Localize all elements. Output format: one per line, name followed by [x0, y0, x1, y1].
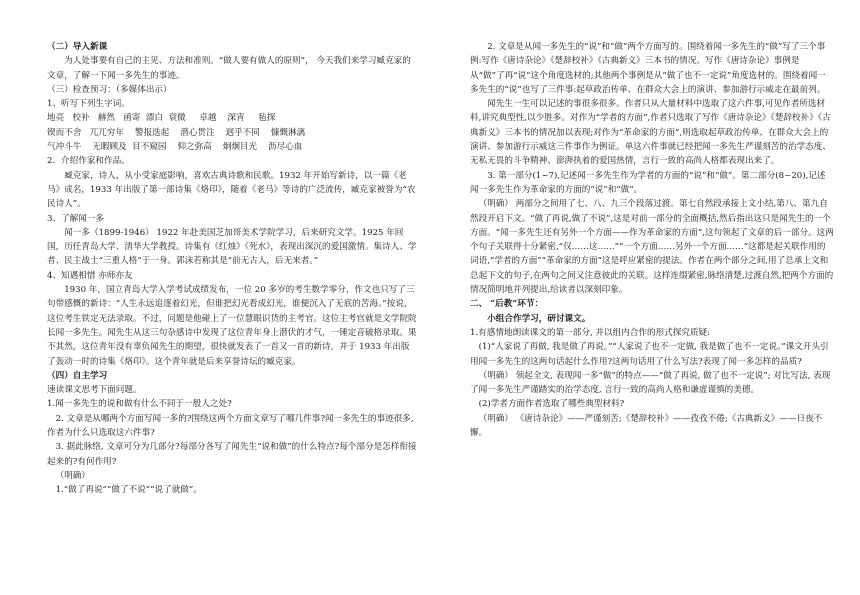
preview-item-1: 1、听写下列生字词。 [47, 99, 130, 110]
answer-1: 1.“做了再说”“做了不说”“说了就做”。 [55, 485, 202, 496]
left-column [47, 40, 418, 498]
vocab-line-1: 地亮 校补 赫然 函寄 漂白 衰微 卓越 深宵 毡探 [47, 113, 276, 124]
section-import-title: （二）导入新课 [47, 42, 108, 52]
task-1-question-1: (1)“人家说了再做, 我是做了再说。”“人家说了也不一定做, 我是做了也不一定说。”课文开头引用闻一多先生的这两句话起什么作用?这两句话用了什么写法?表现了闻一多怎样的品质? [470, 342, 829, 367]
preview-item-4: 4、知遇相惜 亦师亦友 [47, 270, 133, 281]
task-1-answer-1: （明确） 领起全文, 表现闻一多“做”的特点——“做了再说, 做了也不一定说”; 对比写法, 表现了闻一多先生严谨踏实的治学态度, 言行一致的高尚人格和谦虚谨慎的美德。 [470, 370, 831, 396]
right-column [470, 40, 834, 440]
answer-3-paragraph-2: （明确） 两部分之间用了七、八、九三个段落过渡。第七自然段承接上文小结,第八、第九自然段开启下文。“做了再说,做了不说”,这是对前一部分的全面概括,然后指出这只是闻先生的一个方面。“闻一多先生还有另外一个方面——作为革命家的方面”,这句领起了文章的后一部分。这两个句子关联得十分紧密,“仅……这……”“一个方面……另外一个方面……”这都是起关联作用的词语,“学者的方面”“革命家的方面”这是呼应紧密的提法。作者在两个部分之间,用了总承上文和总起下文的句子,在两句之间又注意彼此的关联。这样连缀紧密,脉络清楚,过渡自然,把两个方面的情况简明地并列提出,给读者以深刻印象。 [470, 199, 834, 296]
question-3: 3. 据此脉络, 文章可分为几部分?每部分各写了闻先生“说和做”的什么特点?每个部分是怎样衔接起来的?有何作用? [47, 442, 417, 467]
task-1-question-2: (2)学者方面作者选取了哪些典型材料? [478, 399, 625, 410]
vocab-line-3: 气冲斗牛 无暇顾及 目不窥园 仰之弥高 炯炯目光 沥尽心血 [47, 142, 303, 153]
section-import-body: 为人处事要有自己的主见、方法和准则。“做人要有做人的原则”， 今天我们来学习臧克家的文章，了解一下闻一多先生的事迹。 [47, 56, 411, 81]
answer-label: （明确） [55, 470, 90, 481]
answer-3-paragraph-1: 3. 第一部分(1~7),记述闻一多先生作为学者的方面的“说”和“做”。第二部分(8~20),记述闻一多先生作为革命家的方面的“说”和“做”。 [470, 170, 826, 195]
answer-2-paragraph-1: 2. 文章是从闻一多先生的“说”和“做”两个方面写的。围绕着闻一多先生的“做”写了三个事例:写作《唐诗杂论》《楚辞校补》《古典新义》三本书的情况。写作《唐诗杂论》事例是从“做”了再“说”这个角度选材的;其他两个事例是从“做了也不一定说”角度选材的。围绕着闻一多先生的“说”也写了三件事:起草政治传单、在群众大会上的演讲、参加游行示威走在最前列。 [470, 42, 826, 95]
task-1-answer-2: （明确） 《唐诗杂论》——严谨刻苦;《楚辞校补》——孜孜不倦;《古典新义》——日夜不懈。 [470, 413, 823, 439]
section-post-teach-subtitle: 小组合作学习，研讨课文。 [487, 313, 591, 324]
answer-2-paragraph-2: 闻先生一生可以记述的事很多很多。作者只从大量材料中选取了这六件事,可见作者所选材料,讲究典型性,以少胜多。对作为“学者的方面”,作者只选取了写作《唐诗杂论》《楚辞校补》《古典新义》三本书的情况加以表现;对作为“革命家的方面”,则选取起草政治传单、在群众大会上的演讲、参加游行示威这三件事作为例证。单这六件事就已经把闻一多先生严谨刻苦的治学态度、无私无畏的斗争精神、澎湃执着的爱国热情，言行一致的高尚人格都表现出来了。 [470, 99, 831, 167]
story-paragraph: 1930 年，国立青岛大学入学考试成绩发布，一位 20 多岁的考生数学零分，作文也只写了三句带感慨的新诗：“人生永远追逐着幻光，但谁把幻光看成幻光，谁便沉入了无底的苦海。”按说，这位考生铁定无法录取。不过，问题是他碰上了一位慧眼识货的主考官。这位主考官就是文学院院长闻一多先生。闻先生从这三句杂感诗中发现了这位青年身上潜伏的才气，一锤定音破格录取。果不其然，这位青年没有辜负闻先生的期望，很快就发表了一首又一首的新诗，并于 1933 年出版了轰动一时的诗集《烙印》。这个青年就是后来享誉诗坛的臧克家。 [47, 285, 417, 367]
question-1: 1.闻一多先生的说和做有什么不同于一般人之处? [47, 399, 232, 410]
preview-item-2: 2．介绍作家和作品。 [47, 156, 130, 167]
vocab-line-2: 锲而不舍 兀兀穷年 警报迭起 潜心贯注 迥乎不同 慷慨淋漓 [47, 127, 306, 138]
question-2: 2. 文章是从哪两个方面写闻一多的?围绕这两个方面文章写了哪几件事?闻一多先生的事迹很多, 作者为什么只选取这六件事? [47, 413, 414, 439]
selfstudy-intro: 速读课文思考下面问题。 [47, 385, 142, 396]
task-1: 1.有感情地朗读课文的第一部分, 并以组内合作的形式探究质疑: [470, 327, 710, 338]
section-preview-title: （三）检查预习：（多媒体出示） [47, 84, 172, 95]
author-intro: 臧克家，诗人，从小受家庭影响，喜欢古典诗歌和民歌。1932 年开始写新诗，以一篇《老马》成名，1933 年出版了第一部诗集《烙印》，随着《老马》等诗的广泛流传，臧克家被誉为“农民诗人”。 [47, 170, 416, 210]
section-selfstudy-title: （四）自主学习 [47, 370, 108, 381]
wen-yiduo-intro: 闻一多（1899-1946） 1922 年赴美国芝加哥美术学院学习，后来研究文学。1925 年回国，历任青岛大学、清华大学教授。诗集有《红烛》《死水》，表现出深沉的爱国激情。集诗人、学者、民主战士“三重人格”于一身。郭沫若称其是“前无古人，后无来者。” [47, 227, 417, 267]
section-post-teach-title: 二、 “后教”环节： [470, 299, 544, 310]
preview-item-3: 3、了解闻一多 [47, 213, 105, 224]
